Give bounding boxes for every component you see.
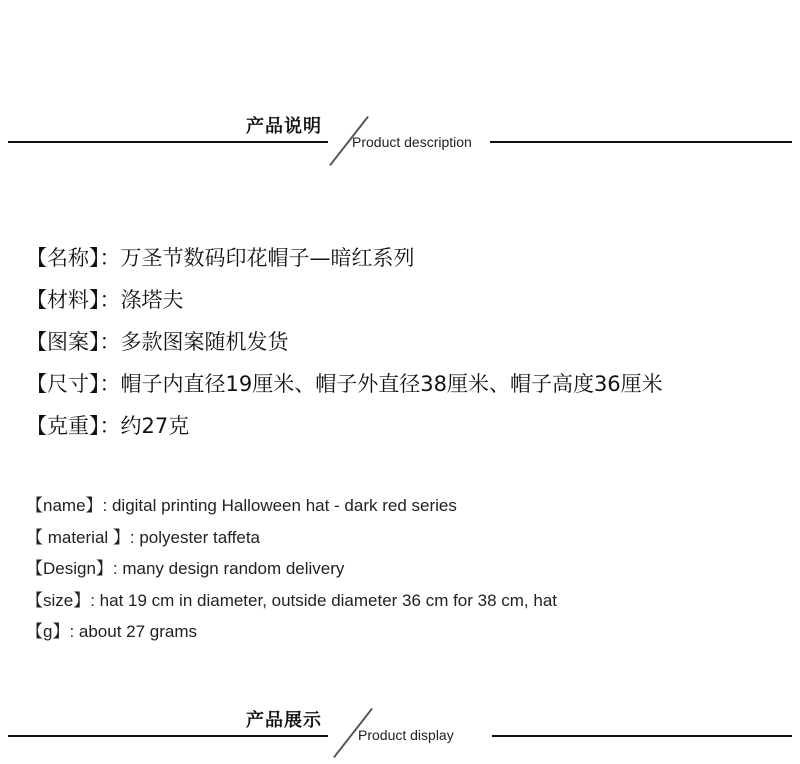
- spec-list-zh: [26, 237, 663, 447]
- header-rule-left: [8, 141, 328, 143]
- spec-separator: ：: [99, 414, 121, 438]
- section-title-zh: 产品展示: [246, 710, 322, 731]
- spec-row-name: [26, 237, 663, 279]
- spec-row-en-size: 【size】: hat 19 cm in diameter, outside diameter 36 cm for 38 cm, hat: [26, 590, 558, 610]
- spec-label: 【名称】: [26, 246, 100, 270]
- spec-value: 约27克: [120, 414, 190, 438]
- product-description-header: [0, 110, 800, 170]
- spec-row-en-name: 【name】: digital printing Halloween hat - dark red series: [26, 496, 457, 515]
- spec-row-size: [26, 363, 663, 405]
- spec-separator: ：: [99, 330, 121, 354]
- header-rule-left: [8, 735, 328, 737]
- header-rule-right: [492, 735, 792, 737]
- spec-value: 涤塔夫: [120, 288, 184, 312]
- section-title-en: Product display: [358, 727, 454, 743]
- spec-list-en: [26, 490, 557, 648]
- product-display-header: [0, 704, 800, 764]
- spec-row-material: [26, 279, 663, 321]
- spec-separator: ：: [99, 246, 121, 270]
- spec-row-en-weight: 【g】: about 27 grams: [26, 622, 198, 641]
- spec-value: 帽子内直径19厘米、帽子外直径38厘米、帽子高度36厘米: [120, 372, 663, 396]
- spec-row-weight: [26, 405, 663, 447]
- spec-label: 【克重】: [26, 414, 100, 438]
- spec-label: 【尺寸】: [26, 372, 100, 396]
- spec-row-en-design: 【Design】: many design random delivery: [26, 559, 345, 578]
- spec-value: 多款图案随机发货: [120, 330, 289, 354]
- spec-separator: ：: [99, 288, 121, 312]
- spec-row-pattern: [26, 321, 663, 363]
- spec-value: 万圣节数码印花帽子—暗红系列: [120, 246, 415, 270]
- header-rule-right: [490, 141, 792, 143]
- spec-label: 【图案】: [26, 330, 100, 354]
- section-title-en: Product description: [352, 134, 472, 150]
- section-title-zh: 产品说明: [246, 116, 322, 137]
- spec-label: 【材料】: [26, 288, 100, 312]
- spec-row-en-material: 【 material 】: polyester taffeta: [26, 527, 261, 547]
- spec-separator: ：: [99, 372, 121, 396]
